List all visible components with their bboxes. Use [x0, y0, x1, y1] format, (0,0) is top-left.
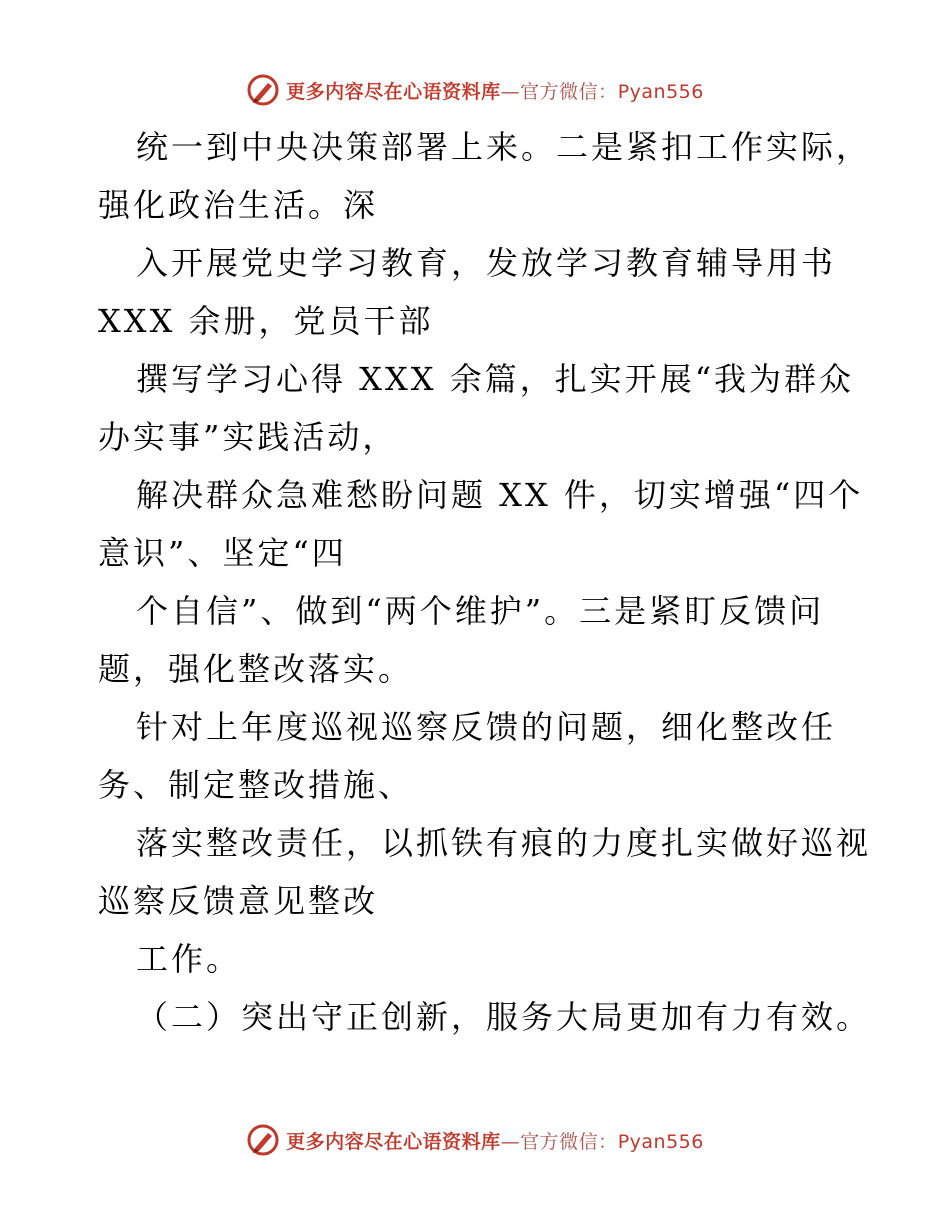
text-line: 强化政治生活。深	[98, 186, 379, 224]
header-brand: 更多内容尽在心语资料库	[286, 80, 501, 103]
header-watermark-banner	[0, 70, 950, 110]
text-line: 针对上年度巡视巡察反馈的问题，细化整改任	[136, 708, 837, 746]
footer-brand: 更多内容尽在心语资料库	[286, 1130, 501, 1153]
footer-contact-id: Pyan556	[617, 1130, 704, 1153]
text-line: 入开展党史学习教育，发放学习教育辅导用书	[136, 244, 837, 282]
footer-watermark-banner	[0, 1120, 950, 1160]
header-separator: —	[500, 80, 521, 103]
text-line: 题，强化整改落实。	[98, 650, 414, 688]
text-line: 个自信”、做到“两个维护”。三是紧盯反馈问	[136, 592, 825, 630]
text-line: 撰写学习心得 XXX 余篇，扎实开展“我为群众	[136, 360, 855, 398]
text-line: 工作。	[136, 940, 242, 978]
text-line: 办实事”实践活动，	[98, 418, 398, 456]
header-contact-id: Pyan556	[617, 80, 704, 103]
pen-logo-icon	[246, 1123, 280, 1157]
header-contact-label: 官方微信：	[520, 80, 618, 103]
text-line: 巡察反馈意见整改	[98, 882, 379, 920]
text-line: XXX 余册，党员干部	[98, 302, 434, 340]
text-line: 意识”、坚定“四	[98, 534, 347, 572]
footer-separator: —	[500, 1130, 521, 1153]
text-line: 解决群众急难愁盼问题 XX 件，切实增强“四个	[136, 476, 864, 514]
text-line: 统一到中央决策部署上来。二是紧扣工作实际，	[136, 128, 872, 166]
header-banner-text	[286, 77, 704, 104]
pen-logo-icon	[246, 73, 280, 107]
section-heading: （二）突出守正创新，服务大局更加有力有效。	[136, 998, 872, 1036]
text-line: 落实整改责任，以抓铁有痕的力度扎实做好巡视	[136, 824, 872, 862]
footer-banner-text	[286, 1127, 704, 1154]
document-body	[98, 118, 872, 1046]
text-line: 务、制定整改措施、	[98, 766, 414, 804]
footer-contact-label: 官方微信：	[520, 1130, 618, 1153]
